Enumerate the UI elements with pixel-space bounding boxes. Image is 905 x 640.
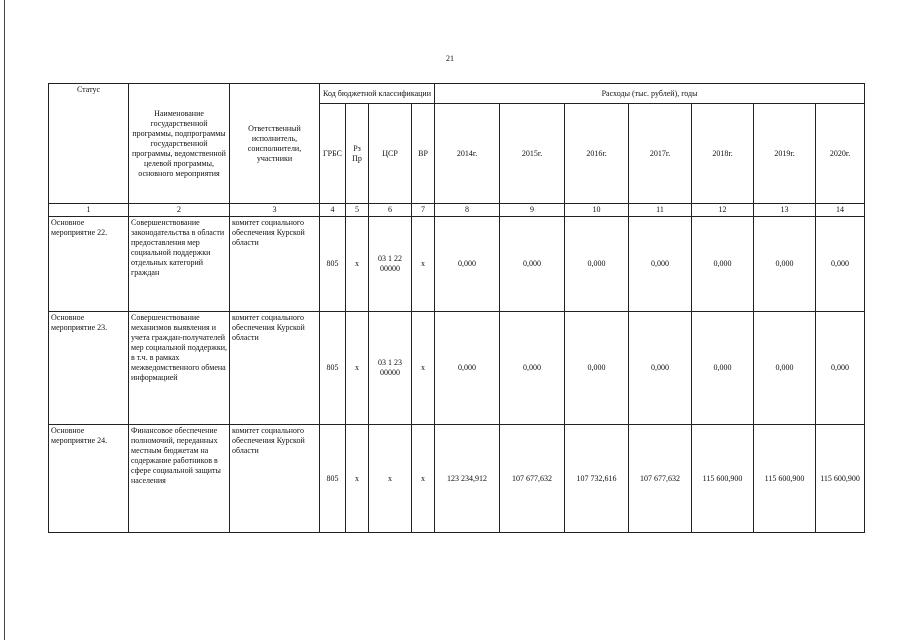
row-rzpr: х	[346, 217, 369, 312]
column-number: 2	[129, 204, 230, 217]
row-rzpr: х	[346, 425, 369, 533]
column-number: 1	[49, 204, 129, 217]
column-number: 12	[692, 204, 754, 217]
header-grbs: ГРБС	[320, 104, 346, 204]
header-expenses: Расходы (тыс. рублей), годы	[435, 84, 865, 104]
row-value: 0,000	[500, 312, 565, 425]
column-number: 9	[500, 204, 565, 217]
header-year: 2014г.	[435, 104, 500, 204]
header-year: 2015г.	[500, 104, 565, 204]
header-year: 2017г.	[629, 104, 692, 204]
column-number: 8	[435, 204, 500, 217]
header-year: 2020г.	[816, 104, 865, 204]
budget-table	[48, 83, 865, 533]
row-responsible: комитет социального обеспечения Курской области	[230, 312, 320, 425]
row-value: 0,000	[754, 217, 816, 312]
row-csr: х	[369, 425, 412, 533]
row-value: 107 732,616	[565, 425, 629, 533]
row-csr: 03 1 23 00000	[369, 312, 412, 425]
row-status: Основное мероприятие 24.	[49, 425, 129, 533]
column-number: 10	[565, 204, 629, 217]
row-status: Основное мероприятие 22.	[49, 217, 129, 312]
row-rzpr: х	[346, 312, 369, 425]
row-grbs: 805	[320, 312, 346, 425]
row-value: 115 600,900	[816, 425, 865, 533]
row-value: 107 677,632	[500, 425, 565, 533]
row-value: 0,000	[565, 217, 629, 312]
row-name: Финансовое обеспечение полномочий, переданных местным бюджетам на содержание работников в сфере социальной защиты населения	[129, 425, 230, 533]
table-row	[49, 217, 865, 312]
row-vr: х	[412, 217, 435, 312]
header-budget-code: Код бюджетной классификации	[320, 84, 435, 104]
header-status: Статус	[49, 84, 129, 204]
column-number: 13	[754, 204, 816, 217]
row-grbs: 805	[320, 217, 346, 312]
row-responsible: комитет социального обеспечения Курской области	[230, 217, 320, 312]
header-responsible: Ответственный исполнитель, соисполнители, участники	[230, 84, 320, 204]
row-value: 0,000	[692, 312, 754, 425]
row-value: 0,000	[692, 217, 754, 312]
column-number: 5	[346, 204, 369, 217]
header-year: 2016г.	[565, 104, 629, 204]
column-number: 6	[369, 204, 412, 217]
header-vr: ВР	[412, 104, 435, 204]
row-status: Основное мероприятие 23.	[49, 312, 129, 425]
row-name: Совершенствование законодательства в области предоставления мер социальной поддержки отдельных категорий граждан	[129, 217, 230, 312]
page-number: 21	[446, 54, 454, 63]
row-value: 0,000	[629, 312, 692, 425]
row-value: 0,000	[435, 312, 500, 425]
row-name: Совершенствование механизмов выявления и учета граждан-получателей мер социальной поддержки, в т.ч. в рамках межведомственного обмена информацией	[129, 312, 230, 425]
row-value: 0,000	[754, 312, 816, 425]
column-number: 7	[412, 204, 435, 217]
page-edge-line	[4, 0, 5, 640]
column-number: 3	[230, 204, 320, 217]
row-value: 0,000	[500, 217, 565, 312]
row-responsible: комитет социального обеспечения Курской области	[230, 425, 320, 533]
row-grbs: 805	[320, 425, 346, 533]
row-value: 0,000	[816, 312, 865, 425]
column-number: 4	[320, 204, 346, 217]
table-row	[49, 425, 865, 533]
row-value: 115 600,900	[754, 425, 816, 533]
row-value: 0,000	[565, 312, 629, 425]
row-csr: 03 1 22 00000	[369, 217, 412, 312]
header-csr: ЦСР	[369, 104, 412, 204]
header-name: Наименование государственной программы, подпрограммы государственной программы, ведомственной целевой программы, основного мероприятия	[129, 84, 230, 204]
column-number-row	[49, 204, 865, 217]
row-value: 123 234,912	[435, 425, 500, 533]
row-value: 107 677,632	[629, 425, 692, 533]
row-value: 0,000	[629, 217, 692, 312]
row-vr: х	[412, 312, 435, 425]
row-value: 0,000	[435, 217, 500, 312]
column-number: 11	[629, 204, 692, 217]
header-year: 2018г.	[692, 104, 754, 204]
row-value: 0,000	[816, 217, 865, 312]
table-row	[49, 312, 865, 425]
header-rzpr: Рз Пр	[346, 104, 369, 204]
row-vr: х	[412, 425, 435, 533]
header-year: 2019г.	[754, 104, 816, 204]
column-number: 14	[816, 204, 865, 217]
row-value: 115 600,900	[692, 425, 754, 533]
